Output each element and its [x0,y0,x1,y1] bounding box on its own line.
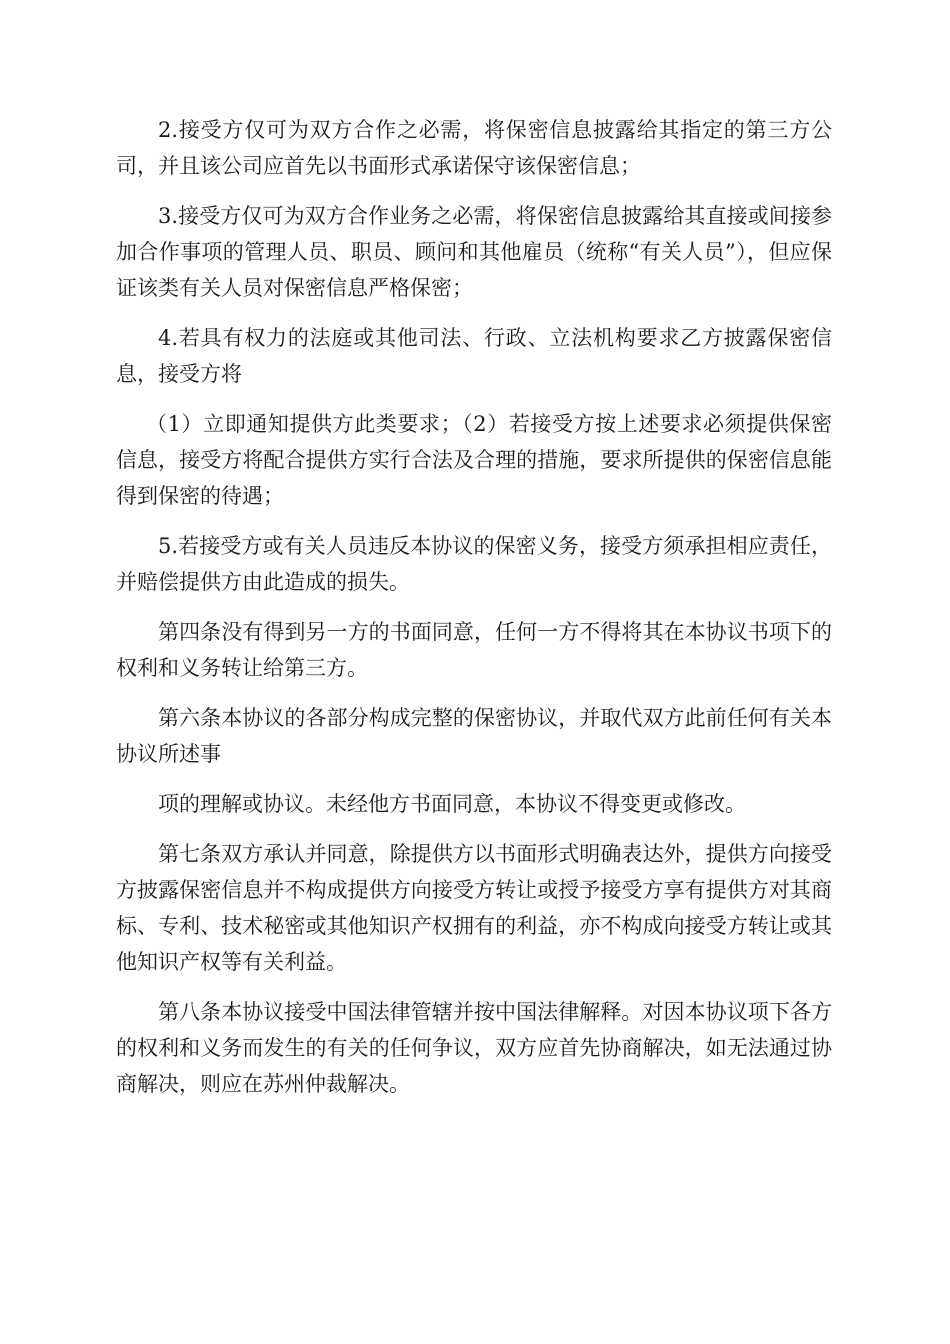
clause-paragraph-5: 5.若接受方或有关人员违反本协议的保密义务，接受方须承担相应责任，并赔偿提供方由此造成的损失。 [116,534,832,594]
clause-paragraph-3: 3.接受方仅可为双方合作业务之必需，将保密信息披露给其直接或间接参加合作事项的管理人员、职员、顾问和其他雇员（统称“有关人员”），但应保证该类有关人员对保密信息严格保密； [116,204,832,300]
article-8-paragraph: 第八条本协议接受中国法律管辖并按中国法律解释。对因本协议项下各方的权利和义务而发生的有关的任何争议，双方应首先协商解决，如无法通过协商解决，则应在苏州仲裁解决。 [116,1000,832,1096]
clause-paragraph-4: 4.若具有权力的法庭或其他司法、行政、立法机构要求乙方披露保密信息，接受方将 [116,326,832,386]
article-7-paragraph: 第七条双方承认并同意，除提供方以书面形式明确表达外，提供方向接受方披露保密信息并不构成提供方向接受方转让或授予接受方享有提供方对其商标、专利、技术秘密或其他知识产权拥有的利益，亦不构成向接受方转让或其他知识产权等有关利益。 [116,842,832,974]
clause-paragraph-4-sub: （1）立即通知提供方此类要求；（2）若接受方按上述要求必须提供保密信息，接受方将配合提供方实行合法及合理的措施，要求所提供的保密信息能得到保密的待遇； [116,412,832,508]
clause-paragraph-2: 2.接受方仅可为双方合作之必需，将保密信息披露给其指定的第三方公司，并且该公司应首先以书面形式承诺保守该保密信息； [116,118,832,178]
document-page [116,112,832,1116]
article-6-paragraph: 第六条本协议的各部分构成完整的保密协议，并取代双方此前任何有关本协议所述事 [116,706,832,766]
article-4-paragraph: 第四条没有得到另一方的书面同意，任何一方不得将其在本协议书项下的权利和义务转让给第三方。 [116,620,832,680]
article-6-continuation: 项的理解或协议。未经他方书面同意，本协议不得变更或修改。 [158,792,746,816]
